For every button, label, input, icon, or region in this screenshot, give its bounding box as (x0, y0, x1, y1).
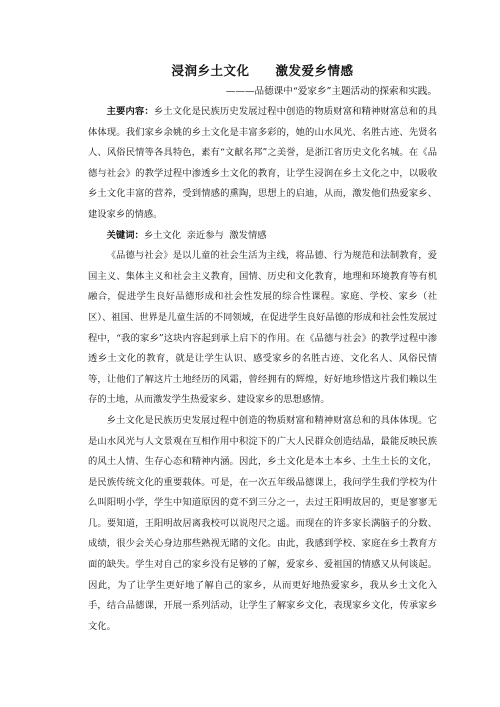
page-title: 浸润乡土文化 激发爱乡情感 (171, 63, 354, 78)
abstract-label: 主要内容 (106, 106, 145, 117)
keywords-label-colon: ： (134, 229, 144, 241)
keywords-paragraph (88, 226, 437, 247)
abstract-label-colon: ： (144, 106, 154, 117)
abstract-text: 乡土文化是民族历史发展过程中创造的物质财富和精神财富总和的具体体现。我们家乡余姚的乡土文化是丰富多彩的，她的山水风光、名胜古迹、先贤名人、风俗民情等各具特色，素有“文献名邦”之美誉，是浙江省历史文化名城。在《品德与社会》的教学过程中渗透乡土文化的教育，让学生浸润在乡土文化之中，以吸收乡土文化丰富的营养，受到情感的熏陶，思想上的启迪，从而，激发他们热爱家乡、建设家乡的情感。 (88, 106, 437, 220)
keyword-item: 激发情感 (229, 229, 267, 241)
page-subtitle: ———品德课中“爱家乡”主题活动的探索和实践。 (225, 86, 437, 97)
abstract-paragraph (88, 102, 437, 226)
body-paragraph-2: 乡土文化是民族历史发展过程中创造的物质财富和精神财富总和的具体体现。它是山水风光与人文景观在互相作用中积淀下的广大人民群众创造结晶，最能反映民族的风土人情、生存心态和精神内涵。因此，乡土文化是本土本乡、土生土长的文化，是民族传统文化的重要载体。可是，在一次五年级品德课上，我问学生我们学校为什么叫阳明小学，学生中知道原因的竟不到三分之一，去过王阳明故居的，更是寥寥无几。要知道，王阳明故居离我校可以说咫尺之遥。而现在的许多家长满脑子的分数、成绩，很少会关心身边那些熟视无睹的文化。由此，我感到学校、家庭在乡土教育方面的缺失。学生对自己的家乡没有足够的了解，爱家乡、爱祖国的情感又从何谈起。因此，为了让学生更好地了解自己的家乡，从而更好地热爱家乡，我从乡土文化入手，结合品德课，开展一系列活动，让学生了解家乡文化，表现家乡文化，传承家乡文化。 (88, 414, 437, 632)
keyword-item: 亲近参与 (186, 229, 224, 241)
document-page (88, 62, 437, 637)
keyword-item: 乡土文化 (143, 229, 182, 241)
keywords-label: 关键词 (106, 229, 135, 241)
body-paragraph-1: 《品德与社会》是以儿童的社会生活为主线，将品德、行为规范和法制教育，爱国主义、集体主义和社会主义教育，国情、历史和文化教育，地理和环境教育等有机融合，促进学生良好品德形成和社会性发展的综合性课程。家庭、学校、家乡（社区）、祖国、世界是儿童生活的不同领域，在促进学生良好品德的形成和社会性发展过程中，“我的家乡”这块内容起到承上启下的作用。在《品德与社会》的教学过程中渗透乡土文化的教育，就是让学生认识、感受家乡的名胜古迹、文化名人、风俗民情等，让他们了解这片土地经历的风霜，曾经拥有的辉煌，好好地珍惜这片我们赖以生存的土地，从而激发学生热爱家乡、建设家乡的思想感情。 (88, 250, 437, 406)
